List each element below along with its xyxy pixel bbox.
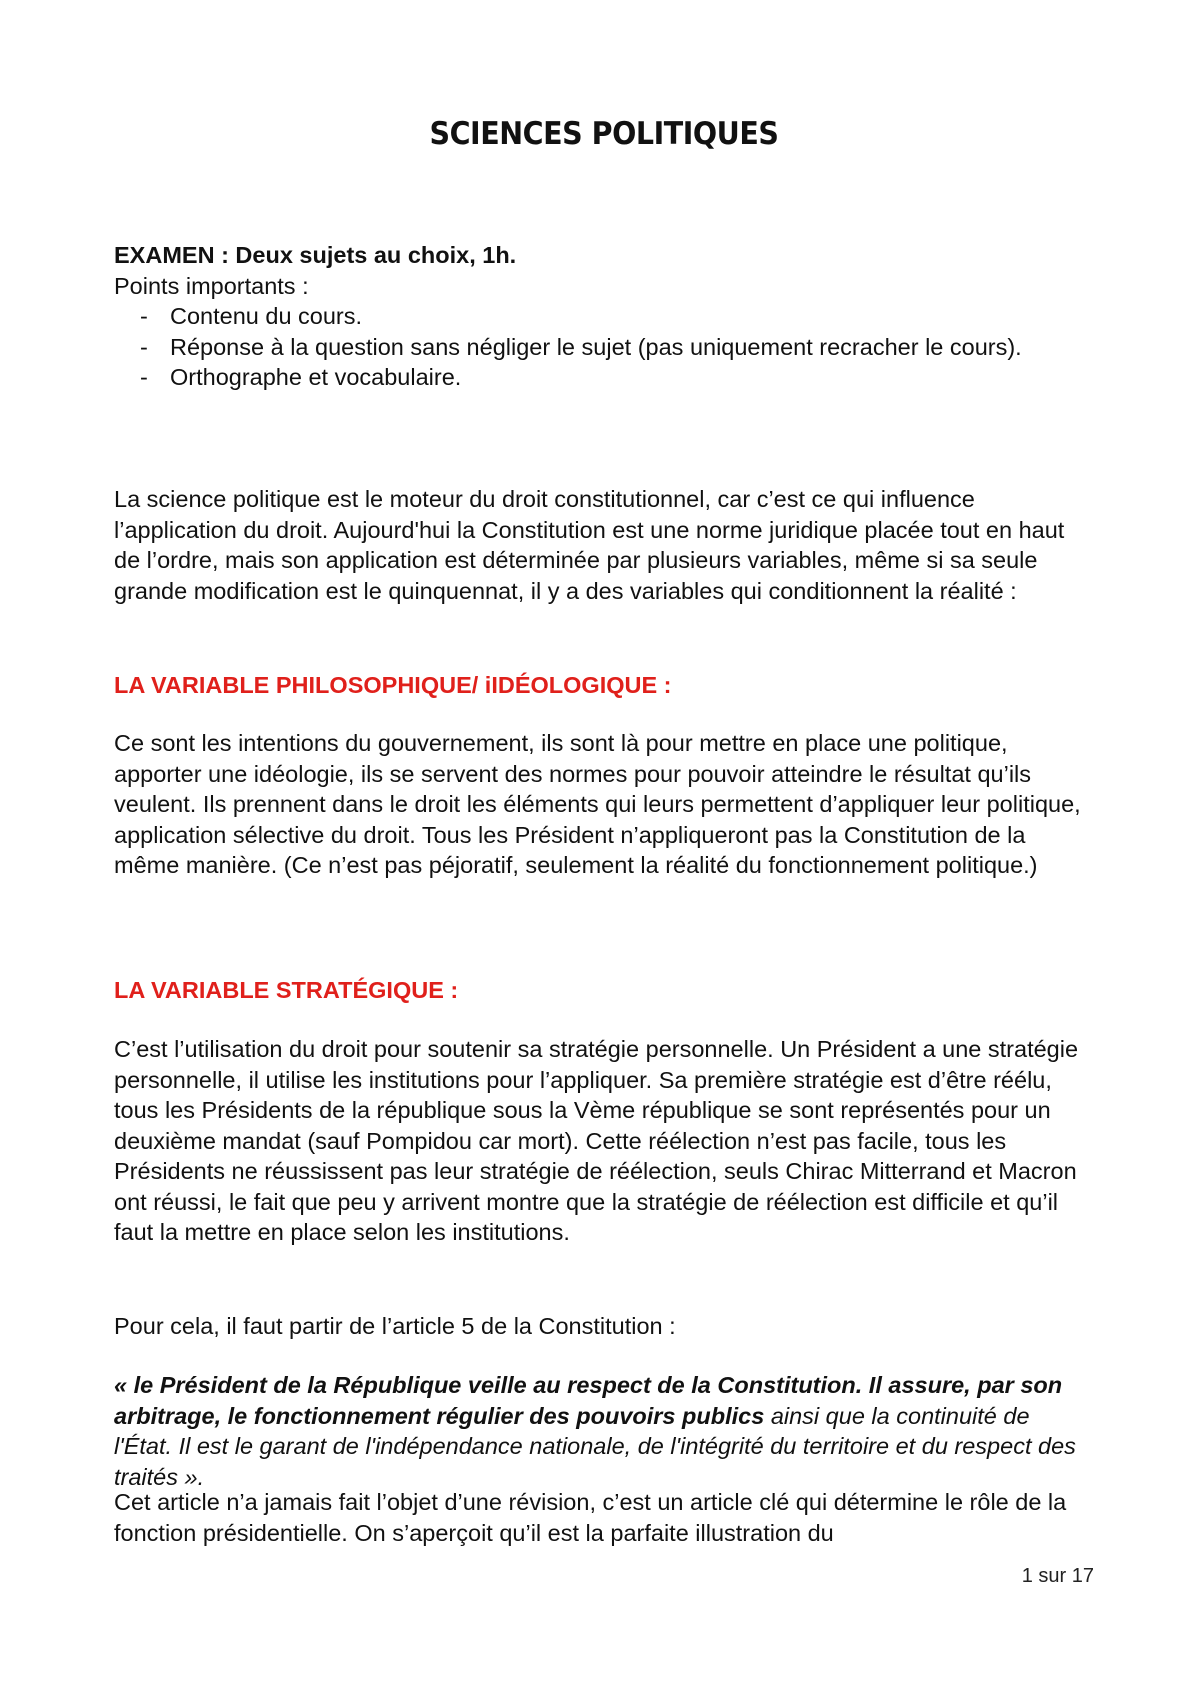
exam-point: - Contenu du cours. <box>114 301 1094 332</box>
section2-paragraph: C’est l’utilisation du droit pour soutenir sa stratégie personnelle. Un Président a une stratégie personnelle, il utilise les institutions pour l’appliquer. Sa première stratégie est d’être réélu, tous les Présidents de la république sous la Vème république se sont représentés pour un deuxième mandat (sauf Pompidou car mort). Cette réélection n’est pas facile, tous les Présidents ne réussissent pas leur stratégie de réélection, seuls Chirac Mitterrand et Macron ont réussi, le fait que peu y arrivent montre que la stratégie de réélection est difficile et qu’il faut la mettre en place selon les institutions. <box>114 1036 1079 1245</box>
exam-block <box>114 240 1094 393</box>
exam-heading: EXAMEN : Deux sujets au choix, 1h. <box>114 242 517 268</box>
section1-heading: LA VARIABLE PHILOSOPHIQUE/ iIDÉOLOGIQUE : <box>114 672 672 698</box>
intro-paragraph: La science politique est le moteur du droit constitutionnel, car c’est ce qui influence l’application du droit. Aujourd'hui la Constitution est une norme juridique placée tout en haut de l’ordre, mais son application est déterminée par plusieurs variables, même si sa seule grande modification est le quinquennat, il y a des variables qui conditionnent la réalité : <box>114 486 1065 604</box>
page-number: 1 sur 17 <box>1021 1565 1094 1587</box>
exam-point: - Réponse à la question sans négliger le sujet (pas uniquement recracher le cours). <box>114 332 1094 363</box>
article-intro: Pour cela, il faut partir de l’article 5 de la Constitution : <box>114 1313 676 1339</box>
exam-point: - Orthographe et vocabulaire. <box>114 362 1094 393</box>
conclusion-paragraph: Cet article n’a jamais fait l’objet d’une révision, c’est un article clé qui détermine le rôle de la fonction présidentielle. On s’aperçoit qu’il est la parfaite illustration du <box>114 1489 1067 1546</box>
exam-subheading: Points importants : <box>114 272 309 299</box>
exam-points-list <box>114 301 1094 393</box>
section1-paragraph: Ce sont les intentions du gouvernement, ils sont là pour mettre en place une politique, apporter une idéologie, ils se servent des normes pour pouvoir atteindre le résultat qu’ils veulent. Ils prennent dans le droit les éléments qui leurs permettent d’appliquer leur politique, application sélective du droit. Tous les Président n’appliqueront pas la Constitution de la même manière. (Ce n’est pas péjoratif, seulement la réalité du fonctionnement politique.) <box>114 730 1081 878</box>
quote-rest-part: ainsi que la continuité de l'État. Il est le garant de l'indépendance nationale, de l'intégrité du territoire et du respect des traités ». <box>114 1402 1076 1490</box>
page-title: SCIENCES POLITIQUES <box>429 116 779 152</box>
quote-bold-part: « le Président de la République veille au respect de la Constitution. Il assure, par son arbitrage, le fonctionnement régulier des pouvoirs publics <box>114 1372 1063 1429</box>
section2-heading: LA VARIABLE STRATÉGIQUE : <box>114 977 459 1003</box>
article-quote <box>114 1370 1094 1492</box>
